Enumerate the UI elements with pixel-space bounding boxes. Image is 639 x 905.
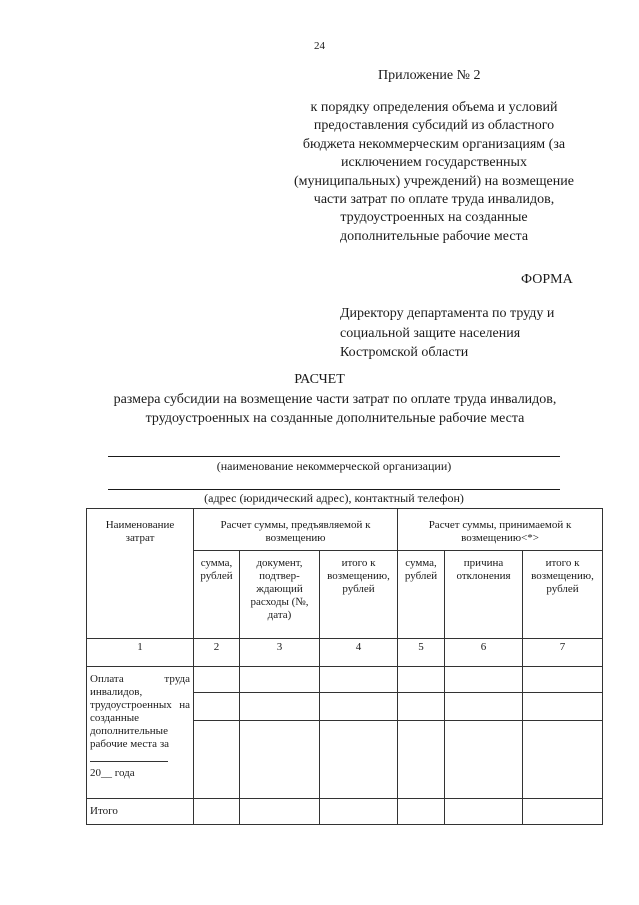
table-cell — [240, 799, 320, 825]
total-row — [87, 799, 603, 825]
addressee-block — [340, 304, 554, 363]
table-cell — [320, 721, 398, 799]
table-cell — [240, 667, 320, 693]
table-cell — [398, 667, 445, 693]
appendix-description: к порядку определения объема и условий предоставления субсидий из областного бюджета некоммерческим организациям (за исключением государственных (муниципальных) учреждений) на возмещение части затрат по оплате труда инвалидов, трудоустроенных на созданные дополнительные рабочие места — [294, 100, 574, 244]
appendix-title: Приложение № 2 — [378, 68, 481, 83]
col-total: итого к возмещению, рублей — [320, 551, 398, 639]
address-caption: (адрес (юридический адрес), контактный телефон) — [204, 491, 464, 505]
table-cell — [194, 799, 240, 825]
table-cell — [445, 799, 523, 825]
col-document: документ, подтвер-ждающий расходы (№, дата) — [240, 551, 320, 639]
column-number: 2 — [194, 639, 240, 667]
table-cell — [240, 721, 320, 799]
col-sum-2: сумма, рублей — [398, 551, 445, 639]
table-cell — [194, 667, 240, 693]
table-cell — [445, 721, 523, 799]
table-cell — [445, 693, 523, 721]
col-reason: причина отклонения — [445, 551, 523, 639]
table-cell — [523, 667, 603, 693]
table-cell — [398, 693, 445, 721]
column-number: 7 — [523, 639, 603, 667]
table-cell — [194, 693, 240, 721]
cost-row-text: Оплата труда инвалидов, трудоустроенных на созданные дополнительные рабочие места за — [90, 673, 190, 750]
header-cost-name: Наименование затрат — [87, 509, 194, 639]
table-cell — [320, 693, 398, 721]
table-cell — [523, 721, 603, 799]
addressee-line: Директору департамента по труду и — [340, 306, 555, 321]
blank-fill-line — [90, 751, 168, 762]
col-total-2: итого к возмещению, рублей — [523, 551, 603, 639]
cost-row-label — [87, 667, 194, 799]
document-title: РАСЧЕТ — [294, 372, 345, 387]
column-number: 5 — [398, 639, 445, 667]
col-sum: сумма, рублей — [194, 551, 240, 639]
table-cell — [240, 693, 320, 721]
table-cell — [523, 799, 603, 825]
total-label: Итого — [87, 799, 194, 825]
table-cell — [194, 721, 240, 799]
cost-row-year: 20__ года — [90, 767, 135, 779]
header-presented-group: Расчет суммы, предъявляемой к возмещению — [194, 509, 398, 551]
table-cell — [320, 667, 398, 693]
organization-caption: (наименование некоммерческой организации) — [216, 459, 452, 473]
table-cell — [398, 799, 445, 825]
organization-name-line — [108, 456, 560, 457]
addressee-line: социальной защите населения — [340, 325, 521, 341]
document-subtitle: размера субсидии на возмещение части затрат по оплате труда инвалидов, трудоустроенных на созданные дополнительные рабочие места — [113, 392, 557, 426]
column-number: 6 — [445, 639, 523, 667]
table-cell — [320, 799, 398, 825]
column-number: 1 — [87, 639, 194, 667]
table-header-row — [87, 509, 603, 551]
table-cell — [398, 721, 445, 799]
column-number: 3 — [240, 639, 320, 667]
address-line — [108, 489, 560, 490]
calculation-table — [86, 508, 603, 825]
header-accepted-group: Расчет суммы, принимаемой к возмещению<*> — [398, 509, 603, 551]
table-row — [87, 667, 603, 693]
page-number: 24 — [314, 40, 325, 52]
column-number-row — [87, 639, 603, 667]
form-label: ФОРМА — [521, 272, 573, 287]
column-number: 4 — [320, 639, 398, 667]
table-cell — [445, 667, 523, 693]
addressee-line: Костромской области — [340, 345, 469, 360]
table-cell — [523, 693, 603, 721]
